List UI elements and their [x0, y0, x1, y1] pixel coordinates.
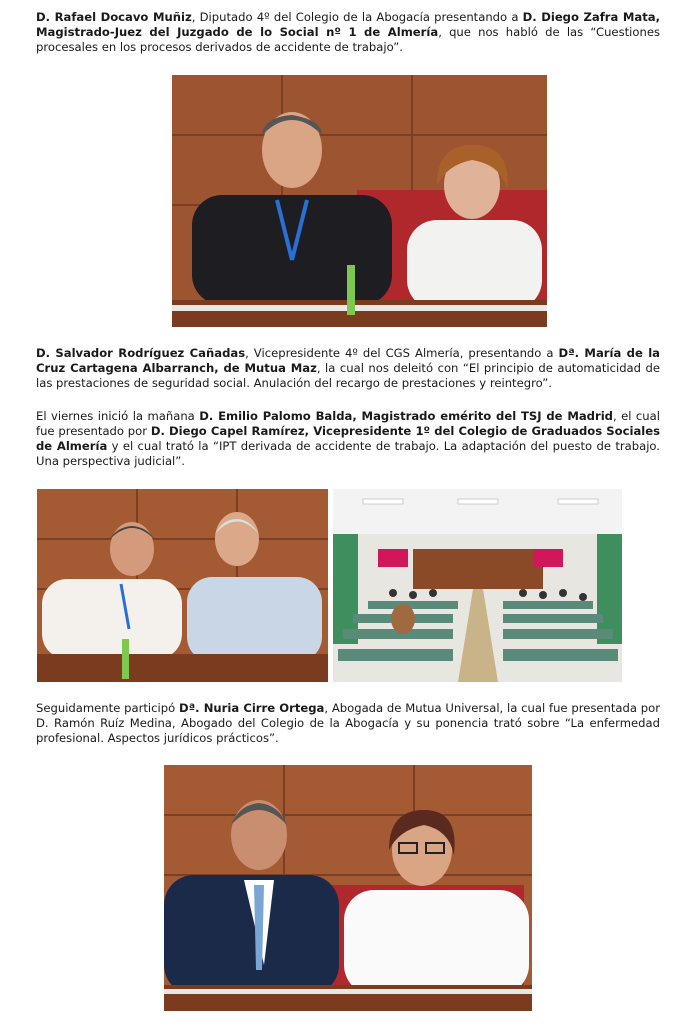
speaker-name: D. Salvador Rodríguez Cañadas: [36, 346, 246, 360]
text: , que nos habló de las “Cuestiones procesales en los procesos derivados de accidente de trabajo”.: [36, 25, 660, 54]
speaker-name: D. Emilio Palomo Balda, Magistrado emérito del TSJ de Madrid: [199, 409, 613, 423]
speaker-name: Dª. Nuria Cirre Ortega: [178, 701, 325, 715]
text: , la cual nos deleitó con “El principio de automaticidad de las prestaciones de seguridad social. Anulación del recargo de prestaciones y reintegro”.: [36, 361, 660, 390]
text: , Diputado 4º del Colegio de la Abogacía presentando a: [191, 10, 523, 24]
text: El viernes inició la mañana: [36, 409, 200, 423]
paragraph-4: [36, 701, 660, 746]
paragraph-2: [36, 346, 660, 391]
photo-audience: [333, 489, 622, 682]
photo-speakers-2: [37, 489, 328, 682]
text: y el cual trató la “IPT derivada de accidente de trabajo. La adaptación del puesto de trabajo. Una perspectiva judicial”.: [36, 439, 660, 468]
paragraph-3: [36, 409, 660, 469]
speaker-name: D. Diego Zafra Mata, Magistrado-Juez del Juzgado de lo Social nº 1 de Almería: [36, 10, 661, 39]
text: Seguidamente participó: [36, 701, 179, 715]
photo-speakers-3: [164, 765, 532, 1011]
paragraph-1: [36, 10, 660, 55]
text: , Abogada de Mutua Universal, la cual fue presentada por D. Ramón Ruíz Medina, Abogado del Colegio de la Abogacía y su ponencia trató sobre “La enfermedad profesional. Aspectos jurídicos prácticos”.: [36, 701, 660, 745]
text: , el cual fue presentado por: [36, 409, 660, 438]
photo-speakers-1: [172, 75, 547, 327]
speaker-name: Dª. María de la Cruz Cartagena Albarranch, de Mutua Maz: [36, 346, 660, 375]
speaker-name: D. Rafael Docavo Muñiz: [36, 10, 192, 24]
text: , Vicepresidente 4º del CGS Almería, presentando a: [245, 346, 559, 360]
speaker-name: D. Diego Capel Ramírez, Vicepresidente 1º del Colegio de Graduados Sociales de Almería: [36, 424, 661, 453]
